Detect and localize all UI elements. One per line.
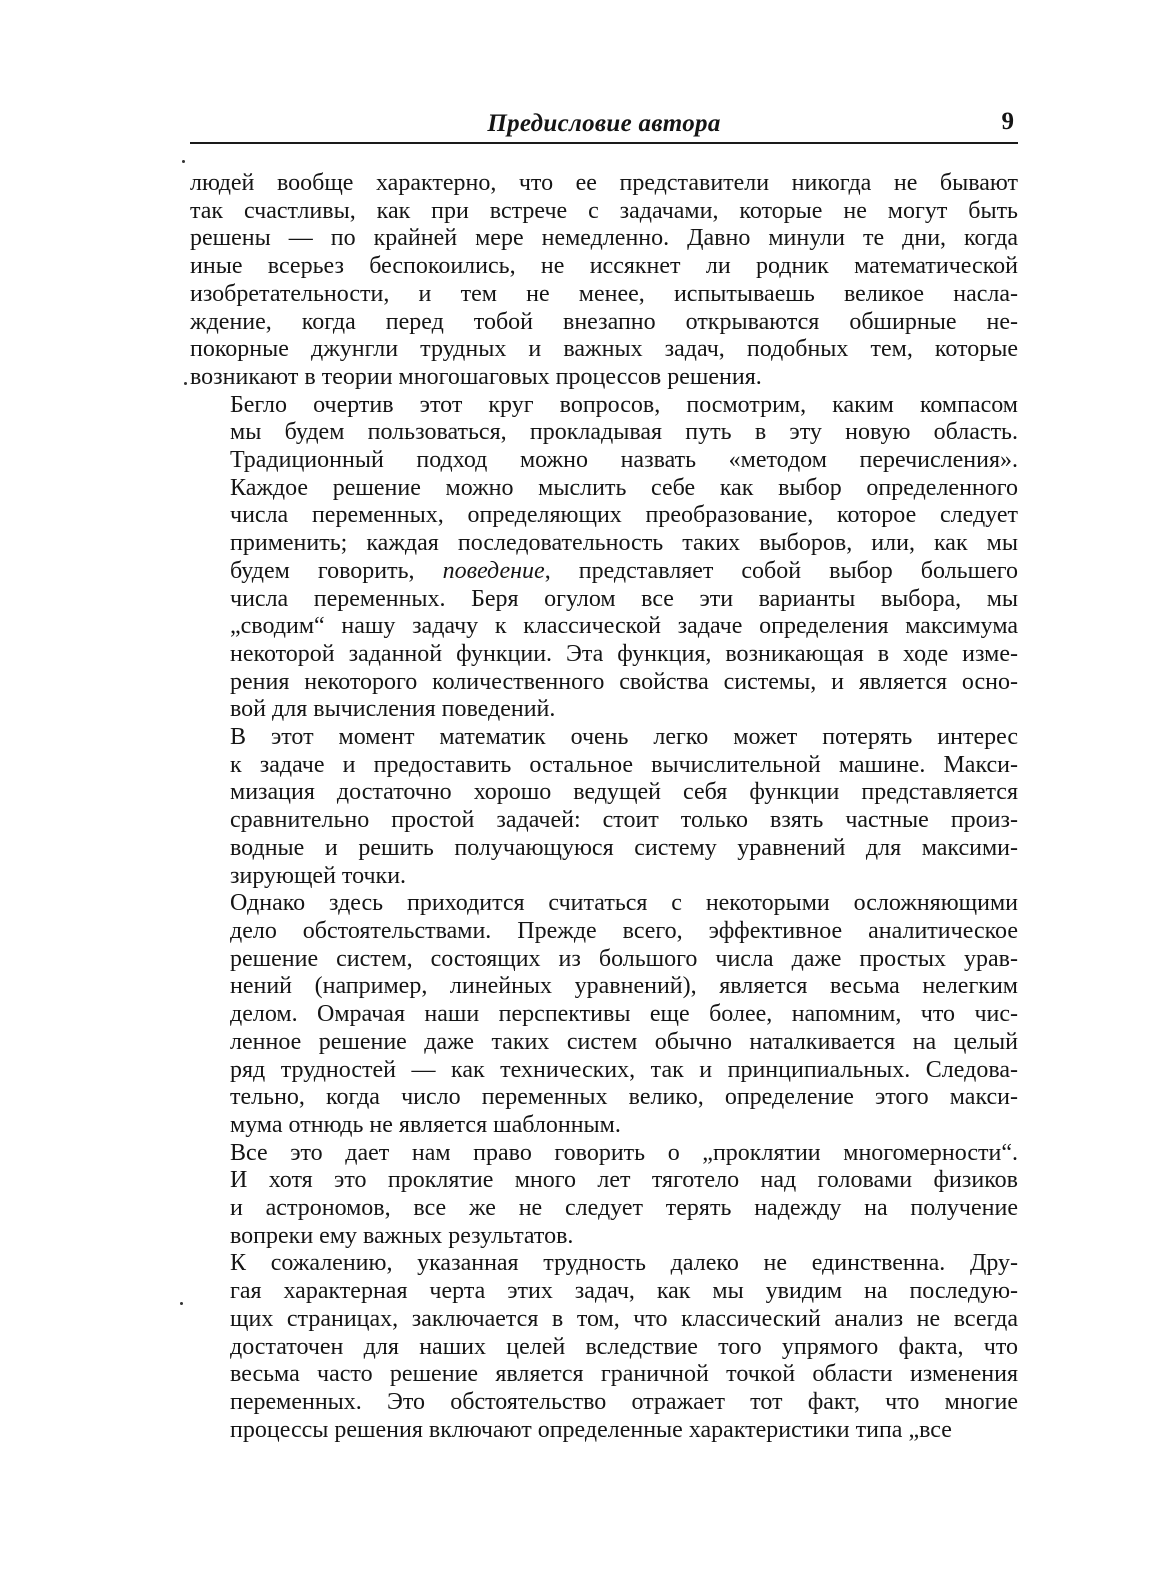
print-speck <box>182 160 185 163</box>
text-line: тельно, когда число переменных велико, определение этого макси- <box>230 1084 1018 1111</box>
text-line: Бегло очертив этот круг вопросов, посмотрим, каким компасом <box>230 391 1018 418</box>
text-line: гая характерная черта этих задач, как мы увидим на последую- <box>230 1278 1018 1305</box>
text-line: Традиционный подход можно назвать «методом перечисления». <box>230 447 1018 474</box>
text-line: зирующей точки. <box>230 862 407 889</box>
text-line: В этот момент математик очень легко может потерять интерес <box>230 724 1018 751</box>
text-line: К сожалению, указанная трудность далеко не единственна. Дру- <box>230 1250 1018 1277</box>
body-text <box>190 170 1018 1444</box>
text-line: людей вообще характерно, что ее представители никогда не бывают <box>190 170 1018 196</box>
paragraph <box>190 170 1018 392</box>
print-speck <box>184 382 187 385</box>
text-line: Все это дает нам право говорить о „проклятии многомерности“. <box>230 1139 1018 1166</box>
text-line: ленное решение даже таких систем обычно наталкивается на целый <box>230 1028 1018 1055</box>
text-line: весьма часто решение является граничной точкой области изменения <box>230 1361 1018 1388</box>
text-line: „сводим“ нашу задачу к классической задаче определения максимума <box>230 613 1018 640</box>
text-line: Каждое решение можно мыслить себе как выбор определенного <box>230 474 1018 501</box>
text-line: так счастливы, как при встрече с задачами, которые не могут быть <box>190 197 1018 224</box>
paragraph <box>190 890 1018 1139</box>
text-line: водные и решить получающуюся систему уравнений для максими- <box>230 834 1018 861</box>
text-line: ряд трудностей — как технических, так и принципиальных. Следова- <box>230 1056 1018 1083</box>
text-line: покорные джунгли трудных и важных задач, подобных тем, которые <box>190 336 1018 363</box>
text-line: достаточен для наших целей вследствие того упрямого факта, что <box>230 1333 1018 1360</box>
text-line: решены — по крайней мере немедленно. Давно минули те дни, когда <box>190 225 1018 252</box>
page-number: 9 <box>1001 108 1014 135</box>
running-head: Предисловие автора <box>487 110 721 137</box>
text-line: вой для вычисления поведений. <box>230 696 556 723</box>
text-line: числа переменных, определяющих преобразование, которое следует <box>230 502 1018 529</box>
text-line: будем говорить, поведение, представляет собой выбор большего <box>230 557 1019 584</box>
text-line: вопреки ему важных результатов. <box>230 1222 574 1249</box>
text-line: мума отнюдь не является шаблонным. <box>230 1111 621 1138</box>
text-line: числа переменных. Беря огулом все эти варианты выбора, мы <box>230 585 1018 612</box>
text-line: некоторой заданной функции. Эта функция, возникающая в ходе изме- <box>230 640 1018 667</box>
paragraph <box>190 392 1018 724</box>
emphasized-term: поведение <box>442 557 545 584</box>
text-line: применить; каждая последовательность таких выборов, или, как мы <box>230 530 1018 557</box>
text-line: ждение, когда перед тобой внезапно открываются обширные не- <box>190 308 1018 335</box>
text-line: к задаче и предоставить остальное вычислительной машине. Макси- <box>230 751 1018 778</box>
text-line: переменных. Это обстоятельство отражает тот факт, что многие <box>230 1388 1018 1415</box>
text-line: и астрономов, все же не следует терять надежду на получение <box>230 1195 1018 1222</box>
text-line: Однако здесь приходится считаться с некоторыми осложняющими <box>230 890 1018 917</box>
text-line: дело обстоятельствами. Прежде всего, эффективное аналитическое <box>230 917 1018 944</box>
paragraph <box>190 724 1018 890</box>
text-line: решение систем, состоящих из большого числа даже простых урав- <box>230 945 1018 972</box>
text-line: И хотя это проклятие много лет тяготело над головами физиков <box>230 1167 1018 1194</box>
page-header <box>190 102 1018 144</box>
text-line: изобретательности, и тем не менее, испытываешь великое насла- <box>190 280 1018 307</box>
text-line: мизация достаточно хорошо ведущей себя функции представляется <box>230 779 1018 806</box>
paragraph <box>190 1250 1018 1444</box>
text-line: щих страницах, заключается в том, что классический анализ не всегда <box>230 1305 1018 1332</box>
text-line: нений (например, линейных уравнений), является весьма нелегким <box>230 973 1018 1000</box>
text-line: делом. Омрачая наши перспективы еще более, напомним, что чис- <box>230 1001 1018 1028</box>
print-speck <box>180 1302 183 1305</box>
text-line: иные всерьез беспокоились, не иссякнет ли родник математической <box>190 253 1018 280</box>
text-line: процессы решения включают определенные характеристики типа „все <box>230 1416 952 1443</box>
paragraph <box>190 1140 1018 1251</box>
text-line: сравнительно простой задачей: стоит только взять частные произ- <box>230 807 1018 834</box>
text-line: мы будем пользоваться, прокладывая путь в эту новую область. <box>230 419 1018 446</box>
text-line: рения некоторого количественного свойства системы, и является осно- <box>230 668 1018 695</box>
text-line: возникают в теории многошаговых процессов решения. <box>190 363 762 390</box>
